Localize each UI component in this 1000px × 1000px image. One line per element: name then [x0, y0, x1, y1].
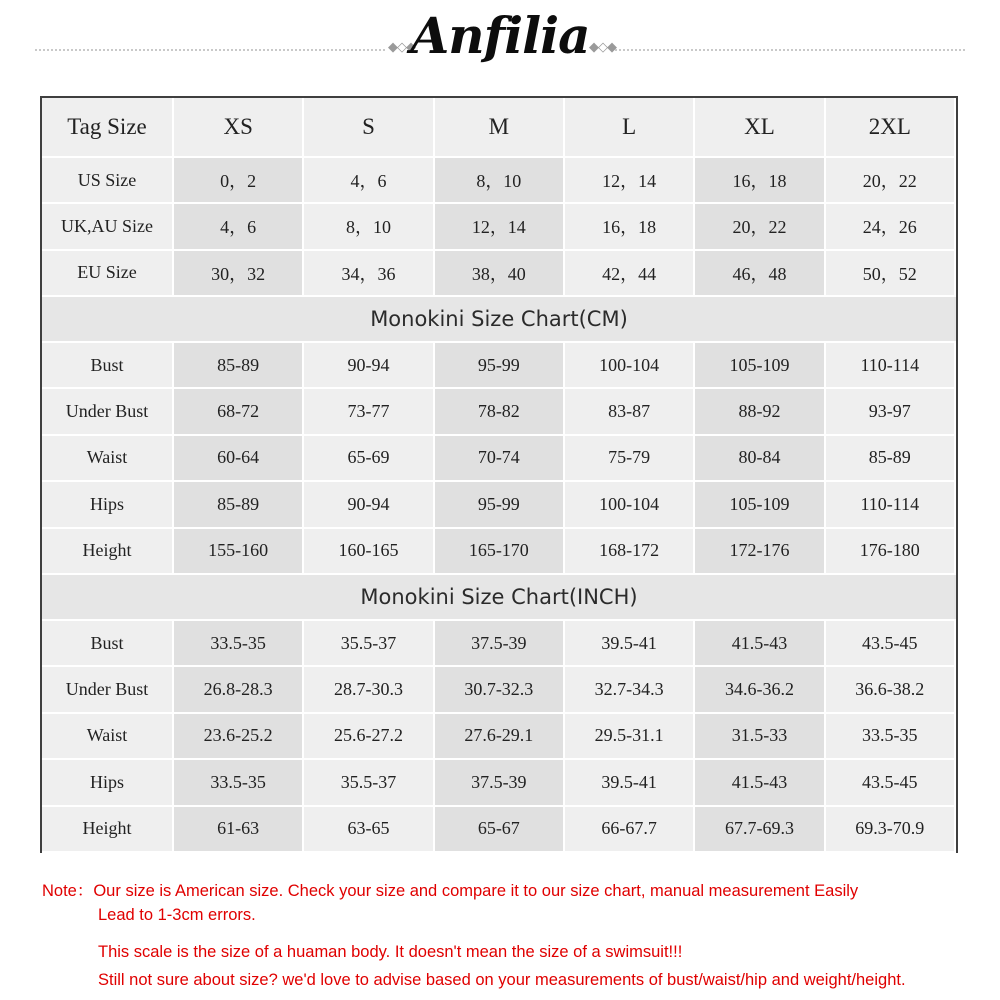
- table-cell: 67.7-69.3: [695, 807, 825, 853]
- table-cell: 36.6-38.2: [826, 667, 956, 713]
- table-cell: 8，10: [304, 204, 434, 250]
- table-cell: 0，2: [174, 158, 304, 204]
- column-header-s: S: [304, 98, 434, 158]
- table-cell: 80-84: [695, 436, 825, 482]
- table-cell: 20，22: [826, 158, 956, 204]
- column-header-tag-size: Tag Size: [42, 98, 174, 158]
- brand-logo: Anfilia: [410, 6, 590, 65]
- brand-header: [0, 0, 1000, 96]
- table-cell: 65-67: [435, 807, 565, 853]
- table-cell: 29.5-31.1: [565, 714, 695, 760]
- cm-chart-title: Monokini Size Chart(CM): [42, 297, 956, 343]
- row-label: Bust: [42, 621, 174, 667]
- table-cell: 37.5-39: [435, 621, 565, 667]
- table-cell: 43.5-45: [826, 760, 956, 806]
- table-cell: 39.5-41: [565, 621, 695, 667]
- table-cell: 65-69: [304, 436, 434, 482]
- table-cell: 38，40: [435, 251, 565, 297]
- table-cell: 83-87: [565, 389, 695, 435]
- table-cell: 35.5-37: [304, 621, 434, 667]
- table-cell: 160-165: [304, 529, 434, 575]
- table-cell: 12，14: [565, 158, 695, 204]
- table-cell: 75-79: [565, 436, 695, 482]
- row-label: Waist: [42, 436, 174, 482]
- header-divider-right: [615, 49, 965, 51]
- table-cell: 31.5-33: [695, 714, 825, 760]
- row-label: Under Bust: [42, 389, 174, 435]
- column-header-m: M: [435, 98, 565, 158]
- row-label: Bust: [42, 343, 174, 389]
- column-header-xl: XL: [695, 98, 825, 158]
- row-label: Under Bust: [42, 667, 174, 713]
- row-label: Waist: [42, 714, 174, 760]
- table-cell: 61-63: [174, 807, 304, 853]
- cm-row: [42, 389, 956, 435]
- table-cell: 110-114: [826, 343, 956, 389]
- table-cell: 32.7-34.3: [565, 667, 695, 713]
- table-cell: 68-72: [174, 389, 304, 435]
- table-cell: 24，26: [826, 204, 956, 250]
- table-cell: 105-109: [695, 482, 825, 528]
- table-cell: 33.5-35: [174, 621, 304, 667]
- table-cell: 176-180: [826, 529, 956, 575]
- note-line-4: Still not sure about size? we'd love to advise based on your measurements of bust/waist/hip and weight/height.: [98, 971, 906, 989]
- size-chart-table: [40, 96, 958, 853]
- inch-row: [42, 760, 956, 806]
- note-line-1: Note：Our size is American size. Check your size and compare it to our size chart, manual measurement Easily: [42, 882, 859, 900]
- table-cell: 155-160: [174, 529, 304, 575]
- size-row: [42, 158, 956, 204]
- diamond-ornament-right-icon: ◆◇◆: [589, 40, 616, 55]
- inch-row: [42, 621, 956, 667]
- table-cell: 43.5-45: [826, 621, 956, 667]
- size-row: [42, 204, 956, 250]
- cm-row: [42, 436, 956, 482]
- inch-row: [42, 714, 956, 760]
- row-label: Height: [42, 529, 174, 575]
- table-cell: 4，6: [304, 158, 434, 204]
- table-cell: 95-99: [435, 343, 565, 389]
- table-cell: 90-94: [304, 482, 434, 528]
- table-cell: 100-104: [565, 343, 695, 389]
- table-cell: 105-109: [695, 343, 825, 389]
- table-cell: 8，10: [435, 158, 565, 204]
- table-cell: 34.6-36.2: [695, 667, 825, 713]
- table-cell: 41.5-43: [695, 621, 825, 667]
- table-cell: 90-94: [304, 343, 434, 389]
- table-cell: 50，52: [826, 251, 956, 297]
- row-label: EU Size: [42, 251, 174, 297]
- table-cell: 30，32: [174, 251, 304, 297]
- table-cell: 34，36: [304, 251, 434, 297]
- table-cell: 27.6-29.1: [435, 714, 565, 760]
- table-cell: 33.5-35: [826, 714, 956, 760]
- table-cell: 70-74: [435, 436, 565, 482]
- table-cell: 16，18: [695, 158, 825, 204]
- note-line-2: Lead to 1-3cm errors.: [98, 906, 256, 924]
- cm-row: [42, 482, 956, 528]
- table-cell: 39.5-41: [565, 760, 695, 806]
- table-cell: 20，22: [695, 204, 825, 250]
- column-header-l: L: [565, 98, 695, 158]
- table-cell: 37.5-39: [435, 760, 565, 806]
- table-cell: 73-77: [304, 389, 434, 435]
- table-cell: 78-82: [435, 389, 565, 435]
- table-cell: 66-67.7: [565, 807, 695, 853]
- table-cell: 63-65: [304, 807, 434, 853]
- row-label: Hips: [42, 760, 174, 806]
- table-cell: 93-97: [826, 389, 956, 435]
- inch-row: [42, 807, 956, 853]
- row-label: Hips: [42, 482, 174, 528]
- table-cell: 42，44: [565, 251, 695, 297]
- inch-chart-title: Monokini Size Chart(INCH): [42, 575, 956, 621]
- table-cell: 12，14: [435, 204, 565, 250]
- table-cell: 165-170: [435, 529, 565, 575]
- table-cell: 85-89: [826, 436, 956, 482]
- inch-row: [42, 667, 956, 713]
- tag-size-header-row: [42, 98, 956, 158]
- note-line-3: This scale is the size of a huaman body. It doesn't mean the size of a swimsuit!!!: [98, 943, 683, 961]
- table-cell: 69.3-70.9: [826, 807, 956, 853]
- table-cell: 25.6-27.2: [304, 714, 434, 760]
- table-cell: 4，6: [174, 204, 304, 250]
- table-cell: 88-92: [695, 389, 825, 435]
- size-row: [42, 251, 956, 297]
- table-cell: 41.5-43: [695, 760, 825, 806]
- cm-row: [42, 343, 956, 389]
- table-cell: 30.7-32.3: [435, 667, 565, 713]
- header-divider-left: [35, 49, 385, 51]
- row-label: Height: [42, 807, 174, 853]
- table-cell: 16，18: [565, 204, 695, 250]
- table-cell: 85-89: [174, 343, 304, 389]
- table-cell: 28.7-30.3: [304, 667, 434, 713]
- table-cell: 110-114: [826, 482, 956, 528]
- column-header-xs: XS: [174, 98, 304, 158]
- table-cell: 172-176: [695, 529, 825, 575]
- column-header-2xl: 2XL: [826, 98, 956, 158]
- diamond-ornament-left-icon: ◆◇◆: [388, 40, 415, 55]
- row-label: UK,AU Size: [42, 204, 174, 250]
- cm-row: [42, 529, 956, 575]
- table-cell: 33.5-35: [174, 760, 304, 806]
- table-cell: 85-89: [174, 482, 304, 528]
- table-cell: 35.5-37: [304, 760, 434, 806]
- table-cell: 26.8-28.3: [174, 667, 304, 713]
- table-cell: 60-64: [174, 436, 304, 482]
- row-label: US Size: [42, 158, 174, 204]
- table-cell: 46，48: [695, 251, 825, 297]
- table-cell: 95-99: [435, 482, 565, 528]
- table-cell: 168-172: [565, 529, 695, 575]
- table-cell: 23.6-25.2: [174, 714, 304, 760]
- table-cell: 100-104: [565, 482, 695, 528]
